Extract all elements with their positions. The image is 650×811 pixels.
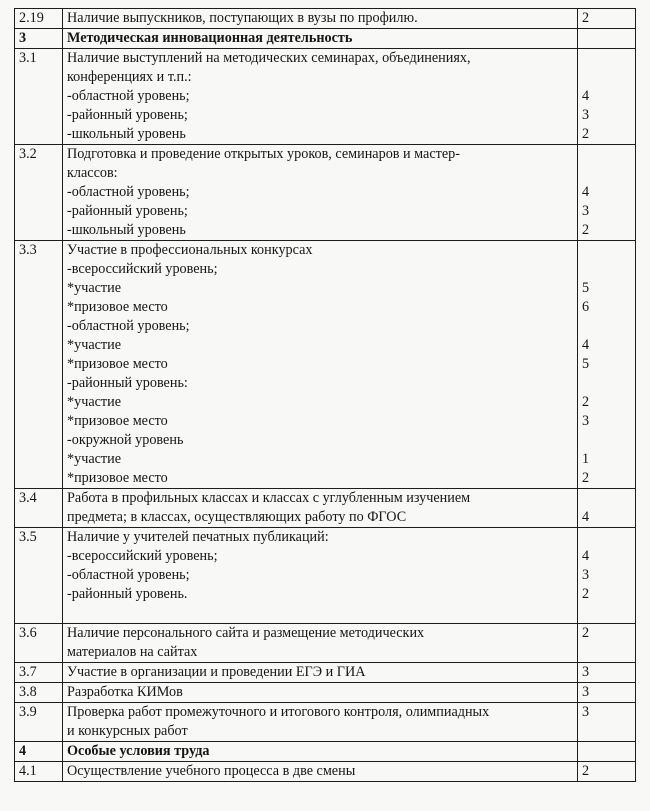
score-value: 2 <box>582 394 590 410</box>
table-row <box>15 29 636 49</box>
score-value <box>582 68 631 87</box>
score-value: 3 <box>582 203 590 219</box>
score-value <box>582 528 631 547</box>
row-score <box>578 145 636 241</box>
row-number: 3 <box>15 29 63 49</box>
score-value <box>582 374 631 393</box>
row-description <box>63 489 578 528</box>
table-row <box>15 528 636 624</box>
description-line: *призовое место <box>67 470 168 486</box>
score-value <box>582 722 631 741</box>
description-line: -областной уровень; <box>67 184 190 200</box>
row-number: 3.2 <box>15 145 63 241</box>
description-line: -школьный уровень <box>67 222 186 238</box>
score-value <box>582 241 631 260</box>
description-line: -районный уровень. <box>67 586 188 602</box>
table-row <box>15 9 636 29</box>
row-score <box>578 703 636 742</box>
description-line: Работа в профильных классах и классах с углубленным изучением <box>67 490 471 506</box>
description-line: материалов на сайтах <box>67 644 198 660</box>
description-line: -школьный уровень <box>67 126 186 142</box>
row-score <box>578 528 636 624</box>
row-number: 3.3 <box>15 241 63 489</box>
description-line: -районный уровень: <box>67 375 188 391</box>
score-value: 4 <box>582 88 590 104</box>
score-value: 4 <box>582 509 590 525</box>
row-score <box>578 29 636 49</box>
score-value: 2 <box>582 586 590 602</box>
score-value: 4 <box>582 548 590 564</box>
row-number: 3.5 <box>15 528 63 624</box>
description-line: -всероссийский уровень; <box>67 261 218 277</box>
description-line: -районный уровень; <box>67 107 188 123</box>
description-line: Подготовка и проведение открытых уроков, семинаров и мастер- <box>67 146 460 162</box>
row-score <box>578 683 636 703</box>
score-value: 1 <box>582 451 590 467</box>
description-line: -всероссийский уровень; <box>67 548 218 564</box>
row-description <box>63 49 578 145</box>
table-row <box>15 663 636 683</box>
row-description <box>63 528 578 624</box>
row-description <box>63 29 578 49</box>
description-line: Наличие персонального сайта и размещение методических <box>67 625 425 641</box>
score-value: 3 <box>582 704 590 720</box>
score-value: 2 <box>582 10 590 26</box>
score-value: 3 <box>582 567 590 583</box>
row-number: 3.8 <box>15 683 63 703</box>
score-value: 3 <box>582 664 590 680</box>
score-value <box>582 145 631 164</box>
score-value <box>582 49 631 68</box>
description-line: Осуществление учебного процесса в две смены <box>67 763 356 779</box>
row-description <box>63 9 578 29</box>
row-score <box>578 49 636 145</box>
score-value: 5 <box>582 280 590 296</box>
description-line: -окружной уровень <box>67 432 184 448</box>
description-line: -областной уровень; <box>67 318 190 334</box>
table-row <box>15 742 636 762</box>
table-row <box>15 145 636 241</box>
description-line: и конкурсных работ <box>67 723 188 739</box>
row-score <box>578 624 636 663</box>
table-row <box>15 241 636 489</box>
row-number: 4.1 <box>15 762 63 782</box>
description-line: Методическая инновационная деятельность <box>67 30 353 46</box>
score-value <box>582 643 631 662</box>
score-value <box>582 489 631 508</box>
description-line: *участие <box>67 394 122 410</box>
description-line: предмета; в классах, осуществляющих работу по ФГОС <box>67 509 407 525</box>
score-value: 2 <box>582 763 590 779</box>
row-score <box>578 489 636 528</box>
description-line: -областной уровень; <box>67 567 190 583</box>
row-number: 4 <box>15 742 63 762</box>
description-line: конференциях и т.п.: <box>67 69 192 85</box>
table-row <box>15 683 636 703</box>
table-row <box>15 762 636 782</box>
criteria-table <box>14 8 636 782</box>
table-row <box>15 624 636 663</box>
score-value <box>582 604 631 623</box>
score-value <box>582 29 631 48</box>
description-line: *участие <box>67 451 122 467</box>
description-line: -областной уровень; <box>67 88 190 104</box>
score-value <box>582 431 631 450</box>
score-value: 2 <box>582 625 590 641</box>
score-value: 2 <box>582 470 590 486</box>
row-number: 3.6 <box>15 624 63 663</box>
row-description <box>63 663 578 683</box>
table-row <box>15 703 636 742</box>
score-value: 3 <box>582 684 590 700</box>
score-value: 5 <box>582 356 590 372</box>
score-value <box>582 164 631 183</box>
table-row <box>15 49 636 145</box>
row-score <box>578 762 636 782</box>
row-description <box>63 703 578 742</box>
score-value: 3 <box>582 107 590 123</box>
score-value: 4 <box>582 337 590 353</box>
description-line: классов: <box>67 165 118 181</box>
score-value <box>582 317 631 336</box>
row-description <box>63 624 578 663</box>
row-description <box>63 742 578 762</box>
score-value: 3 <box>582 413 590 429</box>
criteria-table-body <box>15 9 636 782</box>
description-line: Участие в профессиональных конкурсах <box>67 242 313 258</box>
description-line: Особые условия труда <box>67 743 210 759</box>
description-line: Наличие у учителей печатных публикаций: <box>67 529 329 545</box>
description-line <box>67 604 573 623</box>
row-number: 3.9 <box>15 703 63 742</box>
row-score <box>578 663 636 683</box>
row-score <box>578 9 636 29</box>
table-row <box>15 489 636 528</box>
row-description <box>63 762 578 782</box>
description-line: *призовое место <box>67 413 168 429</box>
description-line: *призовое место <box>67 356 168 372</box>
description-line: Участие в организации и проведении ЕГЭ и ГИА <box>67 664 366 680</box>
row-number: 2.19 <box>15 9 63 29</box>
row-number: 3.7 <box>15 663 63 683</box>
row-description <box>63 145 578 241</box>
description-line: *участие <box>67 337 122 353</box>
description-line: Разработка КИМов <box>67 684 183 700</box>
description-line: *участие <box>67 280 122 296</box>
score-value: 4 <box>582 184 590 200</box>
score-value: 6 <box>582 299 590 315</box>
description-line: Проверка работ промежуточного и итогового контроля, олимпиадных <box>67 704 490 720</box>
description-line: Наличие выпускников, поступающих в вузы по профилю. <box>67 10 418 26</box>
row-description <box>63 683 578 703</box>
row-score <box>578 241 636 489</box>
description-line: -районный уровень; <box>67 203 188 219</box>
row-number: 3.4 <box>15 489 63 528</box>
row-number: 3.1 <box>15 49 63 145</box>
description-line: Наличие выступлений на методических семинарах, объединениях, <box>67 50 471 66</box>
score-value: 2 <box>582 126 590 142</box>
row-score <box>578 742 636 762</box>
description-line: *призовое место <box>67 299 168 315</box>
row-description <box>63 241 578 489</box>
score-value <box>582 742 631 761</box>
score-value <box>582 260 631 279</box>
score-value: 2 <box>582 222 590 238</box>
